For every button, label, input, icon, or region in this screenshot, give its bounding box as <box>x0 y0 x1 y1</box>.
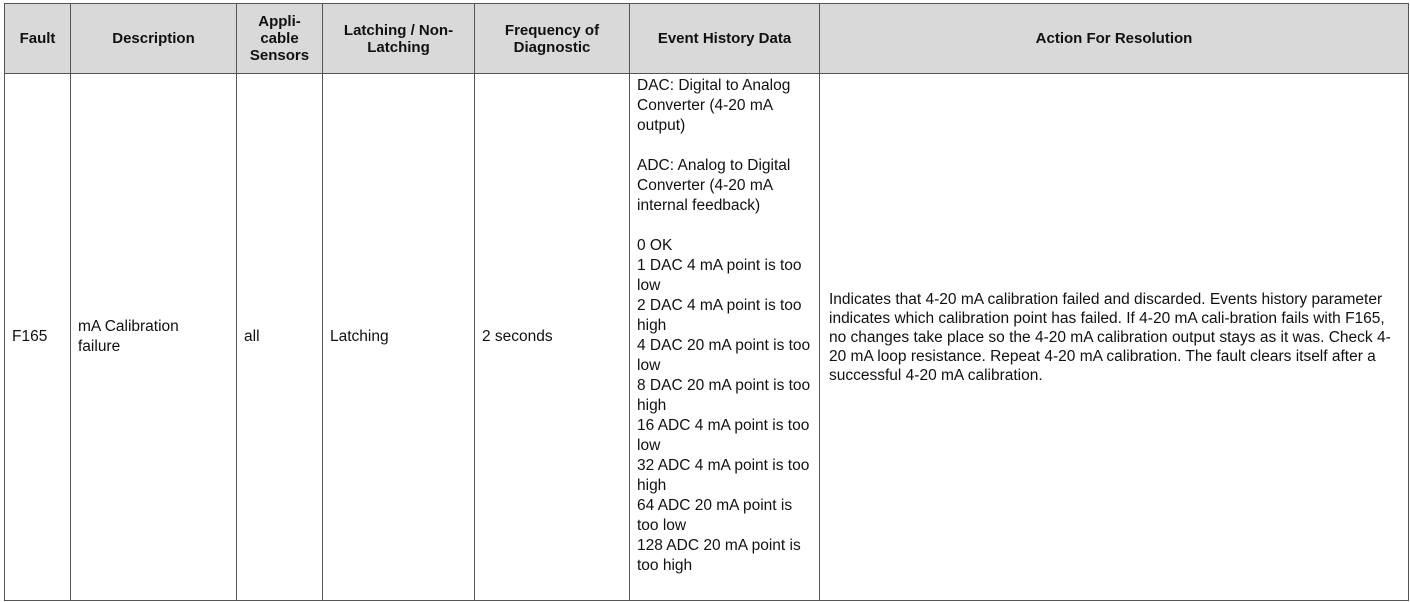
header-fault <box>5 4 71 74</box>
event-code-item: 128 ADC 20 mA point is too high <box>637 537 801 574</box>
header-frequency-label: Frequency of Diagnostic <box>504 21 600 56</box>
event-code-item: 8 DAC 20 mA point is too high <box>637 377 811 414</box>
header-action <box>820 4 1409 74</box>
event-code-item: 16 ADC 4 mA point is too low <box>637 417 810 454</box>
cell-fault: F165 <box>5 74 71 601</box>
cell-action: Indicates that 4-20 mA calibration failed and discarded. Events history parameter indicates which calibration point has failed. If 4-20 mA cali-bration fails with F165, no changes take place so the 4-20 mA calibration output stays as it was. Check 4-20 mA loop resistance. Repeat 4-20 mA calibration. The fault clears itself after a successful 4-20 mA calibration. <box>820 74 1409 601</box>
header-event-history-label: Event History Data <box>657 30 792 47</box>
header-description <box>71 4 237 74</box>
event-code-item: 4 DAC 20 mA point is too low <box>637 337 811 374</box>
adc-definition: ADC: Analog to Digital Converter (4-20 mA internal feedback) <box>637 157 791 214</box>
cell-applicable-sensors: all <box>237 74 323 601</box>
header-row <box>5 4 1409 74</box>
header-frequency <box>475 4 630 74</box>
header-fault-label: Fault <box>19 30 56 47</box>
event-code-item: 64 ADC 20 mA point is too low <box>637 497 793 534</box>
header-event-history <box>630 4 820 74</box>
header-description-label: Description <box>112 30 195 47</box>
header-latching-label: Latching / Non- Latching <box>343 21 454 56</box>
event-code-list <box>637 236 812 576</box>
header-applicable-sensors-label: Appli- cable Sensors <box>249 13 310 64</box>
cell-description: mA Calibration failure <box>71 74 237 601</box>
table-header <box>5 4 1409 74</box>
cell-latching: Latching <box>323 74 475 601</box>
event-code-item: 32 ADC 4 mA point is too high <box>637 457 810 494</box>
event-code-item: 1 DAC 4 mA point is too low <box>637 257 802 294</box>
cell-frequency: 2 seconds <box>475 74 630 601</box>
header-applicable-sensors <box>237 4 323 74</box>
event-code-item: 0 OK <box>637 237 673 254</box>
table-row <box>5 74 1409 601</box>
dac-definition: DAC: Digital to Analog Converter (4-20 mA output) <box>637 77 791 134</box>
event-code-item: 2 DAC 4 mA point is too high <box>637 297 802 334</box>
header-latching <box>323 4 475 74</box>
header-action-label: Action For Resolution <box>1035 30 1193 47</box>
table-body <box>5 74 1409 601</box>
fault-table <box>4 3 1409 601</box>
cell-event-history <box>630 74 820 601</box>
